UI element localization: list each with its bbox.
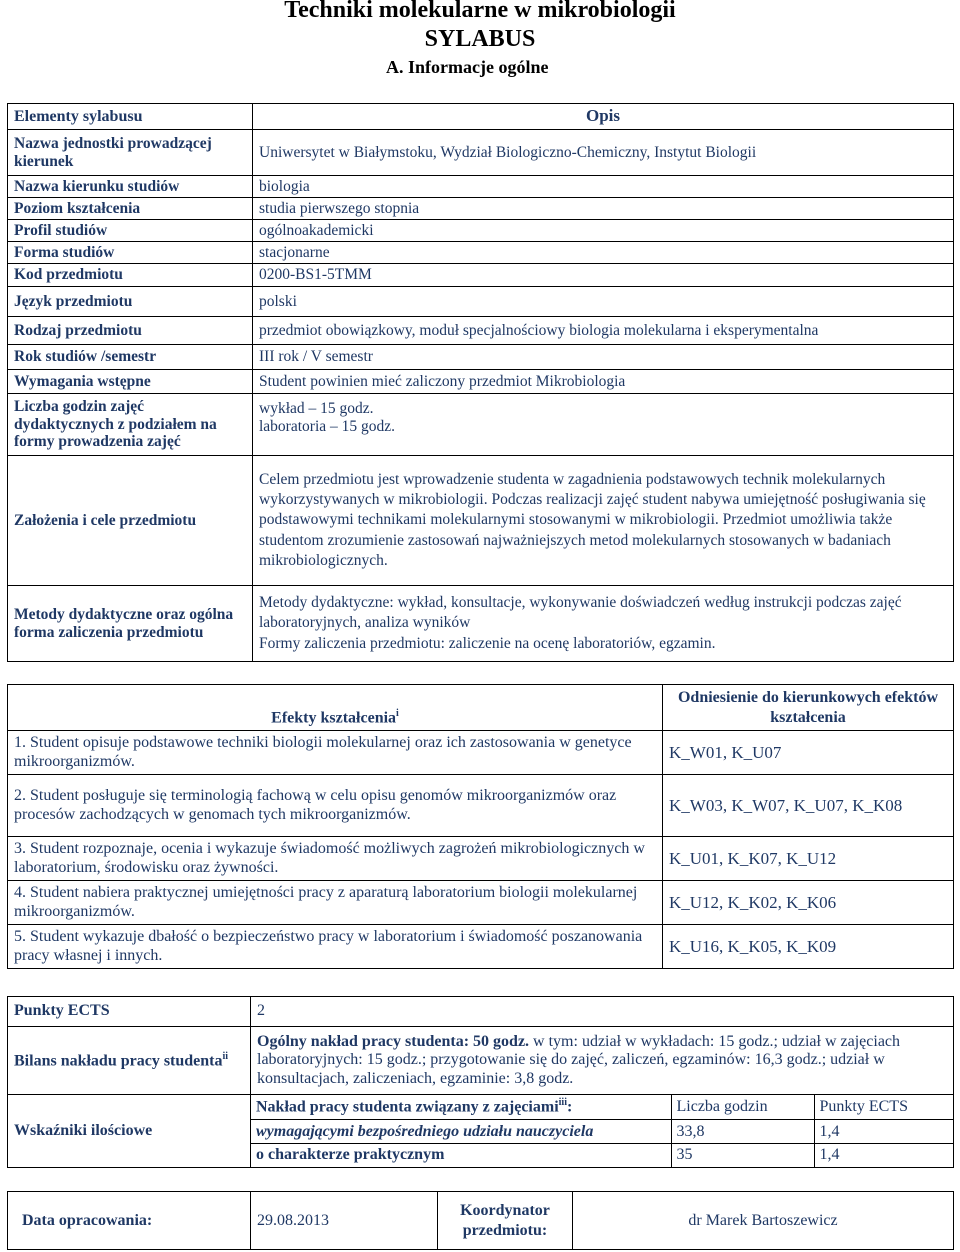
indicator-label: wymagającymi bezpośredniego udziału nauczyciela xyxy=(251,1120,671,1144)
footer-table xyxy=(7,1191,954,1250)
row-label: Nazwa kierunku studiów xyxy=(8,176,253,198)
indicator-hours: 35 xyxy=(671,1144,814,1167)
row-label: Rodzaj przedmiotu xyxy=(8,317,253,345)
row-value: Student powinien mieć zaliczony przedmiot Mikrobiologia xyxy=(253,370,954,394)
date-value: 29.08.2013 xyxy=(251,1192,438,1250)
indicator-hours: 33,8 xyxy=(671,1120,814,1144)
hours-lecture: wykład – 15 godz. xyxy=(259,400,374,417)
ects-value: 2 xyxy=(251,997,954,1027)
indicators-head xyxy=(251,1095,671,1120)
footnote-marker: i xyxy=(396,708,399,720)
indicators-table xyxy=(251,1095,954,1167)
row-value: studia pierwszego stopnia xyxy=(253,198,954,220)
workload-balance-value xyxy=(251,1027,954,1095)
ects-label: Punkty ECTS xyxy=(8,997,251,1027)
hours-laboratory: laboratoria – 15 godz. xyxy=(259,417,396,435)
indicator-points: 1,4 xyxy=(814,1120,954,1144)
indicator-label: o charakterze praktycznym xyxy=(251,1144,671,1167)
indicator-points: 1,4 xyxy=(814,1144,954,1167)
row-label: Liczba godzin zajęć dydaktycznych z podziałem na formy prowadzenia zajęć xyxy=(8,394,253,456)
row-label: Kod przedmiotu xyxy=(8,264,253,287)
general-info-table xyxy=(7,103,954,662)
outcome-code: K_U12, K_K02, K_K06 xyxy=(663,881,954,925)
course-title: Techniki molekularne w mikrobiologii xyxy=(284,0,676,23)
col-header-elements: Elementy sylabusu xyxy=(8,104,253,130)
section-heading: A. Informacje ogólne xyxy=(386,57,549,77)
outcome-text: 2. Student posługuje się terminologią fachową w celu opisu genomów mikroorganizmów oraz procesów zachodzących w genomach tych mikroorganizmów. xyxy=(8,775,663,837)
ects-table xyxy=(7,996,954,1168)
workload-breakdown: w tym: udział w wykładach: 15 godz.; udział w zajęciach laboratoryjnych: 15 godz.; przygotowanie się do zajęć, zaliczeń, egzaminów: 16,3 godz.; udział w konsultacjach, zaliczeniach, egzaminie: 3,8 godz. xyxy=(257,1032,901,1087)
coordinator-name: dr Marek Bartoszewicz xyxy=(573,1192,954,1250)
teaching-methods: Metody dydaktyczne: wykład, konsultacje, wykonywanie doświadczeń według instrukcji podczas zajęć laboratoryjnych, analiza wyników xyxy=(259,594,902,632)
row-value: ogólnoakademicki xyxy=(253,220,954,242)
row-value: przedmiot obowiązkowy, moduł specjalnościowy biologia molekularna i eksperymentalna xyxy=(253,317,954,345)
indicators-label: Wskaźniki ilościowe xyxy=(8,1095,251,1168)
outcome-text: 4. Student nabiera praktycznej umiejętności pracy z aparaturą laboratorium biologii molekularnej mikroorganizmów. xyxy=(8,881,663,925)
row-value xyxy=(253,586,954,662)
outcome-code: K_U16, K_K05, K_K09 xyxy=(663,925,954,969)
workload-balance-label xyxy=(8,1027,251,1095)
assessment-forms: Formy zaliczenia przedmiotu: zaliczenie na ocenę laboratoriów, egzamin. xyxy=(259,634,716,652)
row-value: biologia xyxy=(253,176,954,198)
col-points: Punkty ECTS xyxy=(814,1095,954,1120)
row-value: III rok / V semestr xyxy=(253,345,954,370)
outcomes-header-label: Efekty kształcenia xyxy=(271,709,397,727)
coordinator-label: Koordynator przedmiotu: xyxy=(438,1192,573,1250)
outcomes-header xyxy=(8,685,663,731)
row-value: stacjonarne xyxy=(253,242,954,264)
workload-total: Ogólny nakład pracy studenta: 50 godz. xyxy=(257,1032,530,1050)
outcome-code: K_W03, K_W07, K_U07, K_K08 xyxy=(663,775,954,837)
indicators-head-text: Nakład pracy studenta związany z zajęciami xyxy=(256,1098,559,1116)
date-label: Data opracowania: xyxy=(8,1192,251,1250)
row-label: Wymagania wstępne xyxy=(8,370,253,394)
row-label: Język przedmiotu xyxy=(8,287,253,317)
row-value: Uniwersytet w Białymstoku, Wydział Biologiczno-Chemiczny, Instytut Biologii xyxy=(253,130,954,176)
row-value: Celem przedmiotu jest wprowadzenie studenta w zagadnienia podstawowych technik molekularnych wykorzystywanych w mikrobiologii. Podczas realizacji zajęć student nabywa umiejętność posługiwania się podstawowymi technikami molekularnymi stosowanymi w mikrobiologii. Przedmiot umożliwia także studentom zrozumienie zastosowań najważniejszych metod molekularnych stosowanych w badaniach mikrobiologicznych. xyxy=(253,456,954,586)
doc-type: SYLABUS xyxy=(424,26,536,52)
row-label: Forma studiów xyxy=(8,242,253,264)
outcome-text: 3. Student rozpoznaje, ocenia i wykazuje świadomość możliwych zagrożeń mikrobiologicznych w laboratorium, środowisku oraz żywności. xyxy=(8,837,663,881)
footnote-marker: iii xyxy=(558,1097,567,1109)
indicators-cell xyxy=(251,1095,954,1168)
row-value xyxy=(253,394,954,456)
outcome-code: K_W01, K_U07 xyxy=(663,731,954,775)
reference-header: Odniesienie do kierunkowych efektów kształcenia xyxy=(663,685,954,731)
row-label: Profil studiów xyxy=(8,220,253,242)
row-label: Metody dydaktyczne oraz ogólna forma zaliczenia przedmiotu xyxy=(8,586,253,662)
row-value: polski xyxy=(253,287,954,317)
outcome-text: 5. Student wykazuje dbałość o bezpieczeństwo pracy w laboratorium i świadomość poszanowania pracy własnej i innych. xyxy=(8,925,663,969)
row-value: 0200-BS1-5TMM xyxy=(253,264,954,287)
row-label: Założenia i cele przedmiotu xyxy=(8,456,253,586)
col-hours: Liczba godzin xyxy=(671,1095,814,1120)
footnote-marker: ii xyxy=(222,1050,229,1062)
workload-balance-text: Bilans nakładu pracy studenta xyxy=(14,1051,223,1069)
learning-outcomes-table xyxy=(7,684,954,969)
indicators-head-suffix: : xyxy=(566,1098,573,1116)
row-label: Nazwa jednostki prowadzącej kierunek xyxy=(8,130,253,176)
col-header-description: Opis xyxy=(253,104,954,130)
row-label: Rok studiów /semestr xyxy=(8,345,253,370)
row-label: Poziom kształcenia xyxy=(8,198,253,220)
outcome-code: K_U01, K_K07, K_U12 xyxy=(663,837,954,881)
outcome-text: 1. Student opisuje podstawowe techniki biologii molekularnej oraz ich zastosowania w genetyce mikroorganizmów. xyxy=(8,731,663,775)
